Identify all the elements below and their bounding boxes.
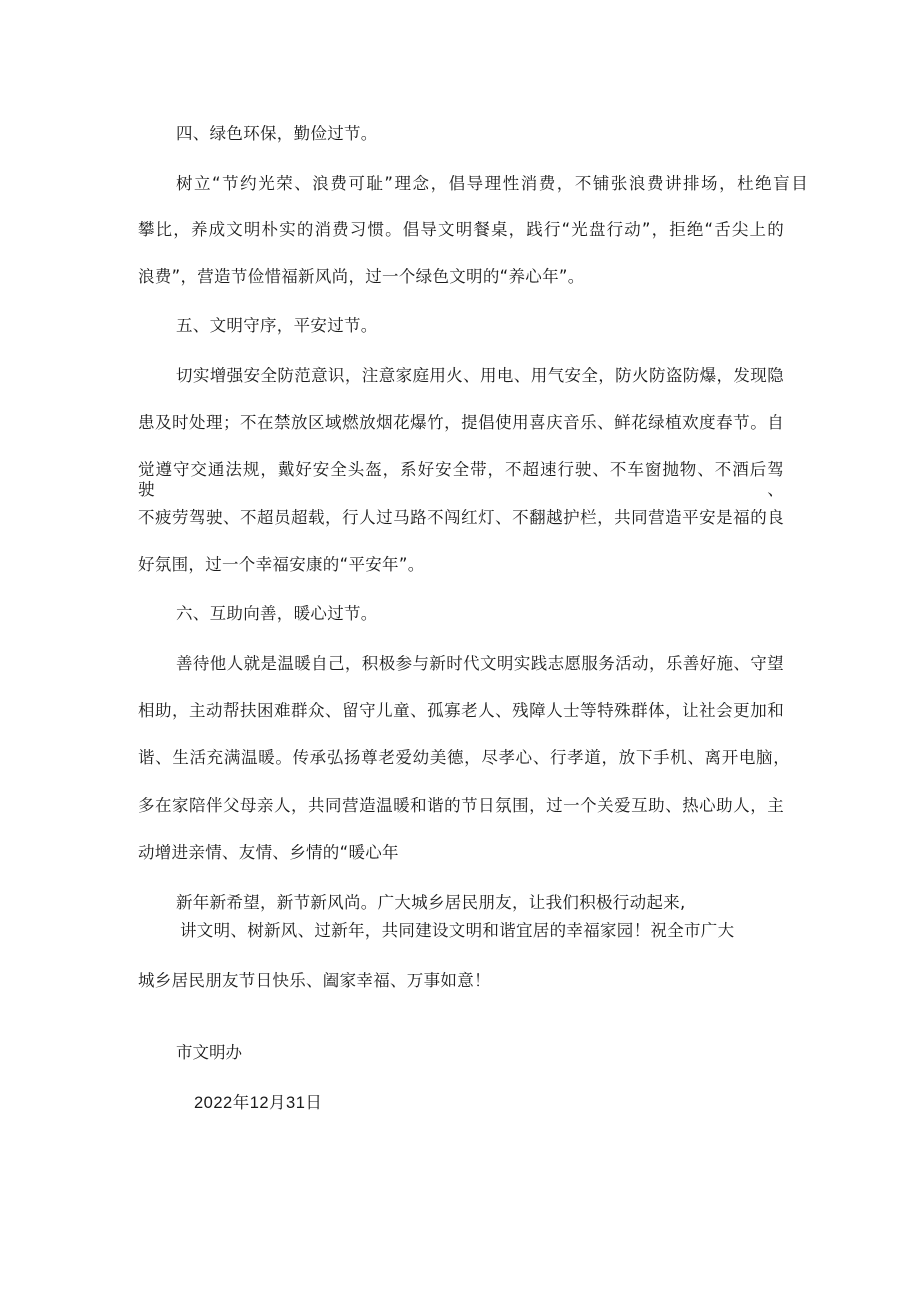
section-5-line-1: 切实增强安全防范意识，注意家庭用火、用电、用气安全，防火防盗防爆，发现隐: [176, 366, 784, 385]
section-5-line-3: 觉遵守交通法规，戴好安全头盔，系好安全带，不超速行驶、不车窗抛物、不酒后驾驶、: [138, 460, 784, 499]
section-4-heading: 四、绿色环保，勤俭过节。: [176, 124, 378, 143]
section-6-line-4: 多在家陪伴父母亲人，共同营造温暖和谐的节日氛围，过一个关爱互助、热心助人，主: [138, 796, 784, 815]
signature-date: 2022年12月31日: [194, 1094, 323, 1112]
section-5-line-4: 不疲劳驾驶、不超员超载，行人过马路不闯红灯、不翻越护栏，共同营造平安是福的良: [138, 508, 784, 527]
section-5-line-5: 好氛围，过一个幸福安康的“平安年”。: [138, 555, 425, 574]
section-6-line-1: 善待他人就是温暖自己，积极参与新时代文明实践志愿服务活动，乐善好施、守望: [176, 654, 784, 673]
signature-org: 市文明办: [176, 1043, 242, 1062]
closing-line-3: 城乡居民朋友节日快乐、阖家幸福、万事如意！: [138, 971, 491, 990]
section-4-line-2: 攀比，养成文明朴实的消费习惯。倡导文明餐桌，践行“光盘行动”，拒绝“舌尖上的: [138, 220, 784, 239]
closing-line-2: 讲文明、树新风、过新年，共同建设文明和谐宜居的幸福家园！祝全市广大: [180, 921, 735, 940]
section-5-line-2: 患及时处理；不在禁放区域燃放烟花爆竹，提倡使用喜庆音乐、鲜花绿植欢度春节。自: [138, 413, 784, 432]
section-4-line-3: 浪费”，营造节俭惜福新风尚，过一个绿色文明的“养心年”。: [138, 267, 585, 286]
section-4-line-1: 树立“节约光荣、浪费可耻”理念，倡导理性消费，不铺张浪费讲排场，杜绝盲目: [176, 174, 808, 193]
section-6-line-5: 动增进亲情、友情、乡情的“暖心年: [138, 843, 399, 862]
section-5-heading: 五、文明守序，平安过节。: [176, 316, 378, 335]
section-6-line-2: 相助，主动帮扶困难群众、留守儿童、孤寡老人、残障人士等特殊群体，让社会更加和: [138, 701, 784, 720]
section-6-heading: 六、互助向善，暖心过节。: [176, 604, 378, 623]
closing-line-1: 新年新希望，新节新风尚。广大城乡居民朋友，让我们积极行动起来,: [176, 893, 686, 912]
section-6-line-3: 谐、生活充满温暖。传承弘扬尊老爱幼美德，尽孝心、行孝道，放下手机、离开电脑，: [138, 748, 790, 767]
